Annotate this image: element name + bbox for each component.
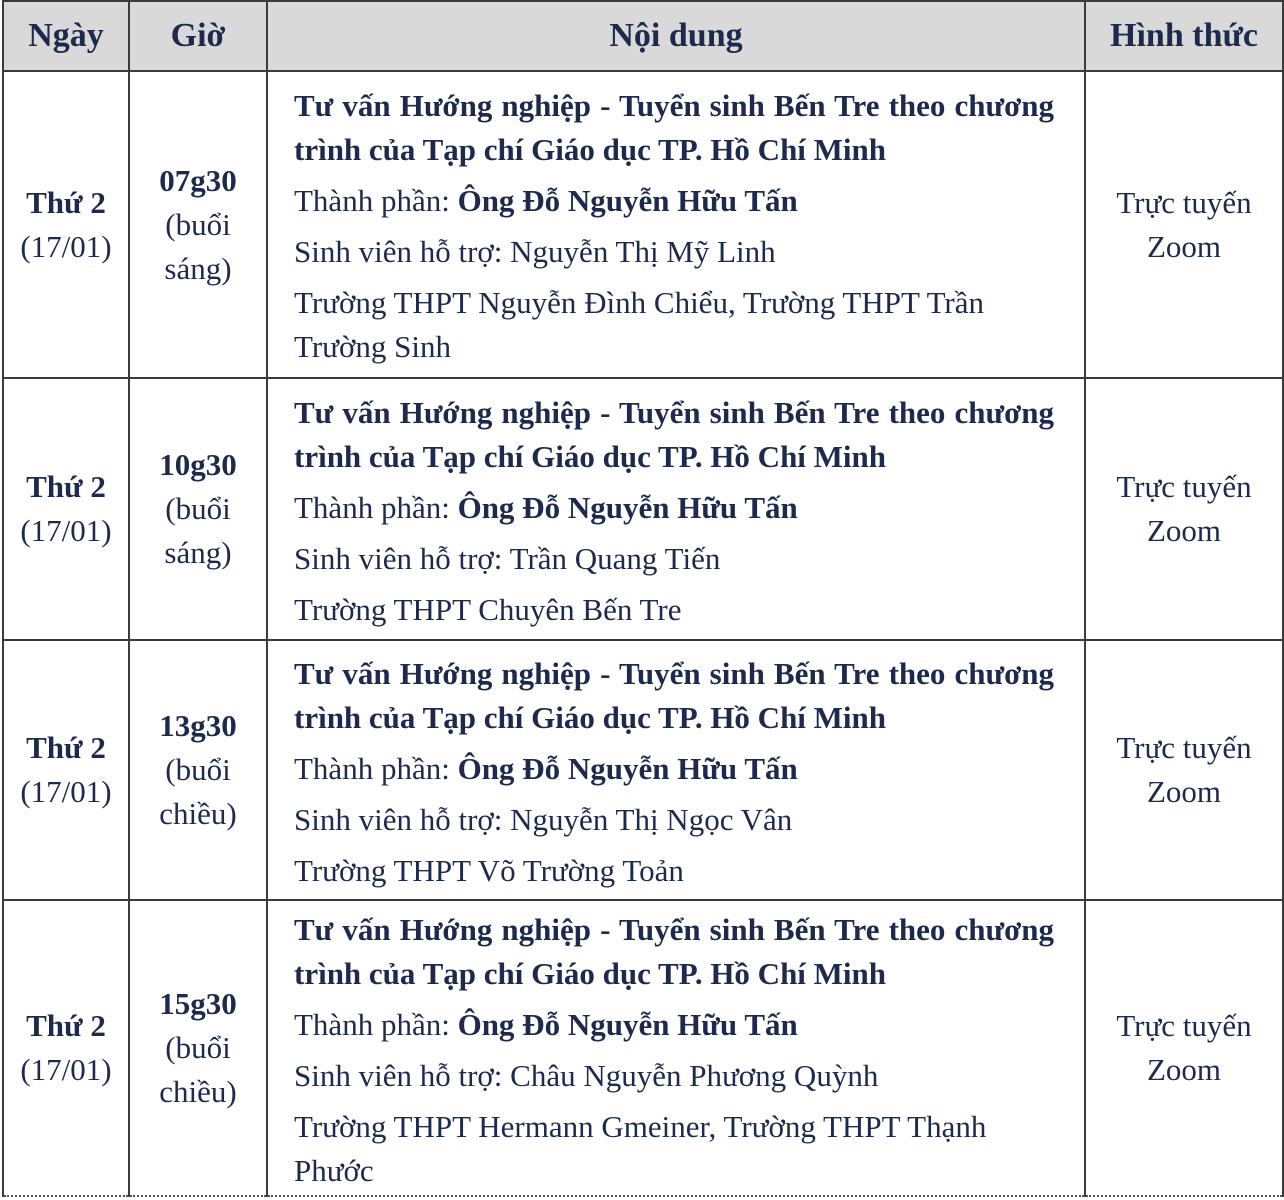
content-cell (267, 378, 1085, 640)
format-cell (1085, 71, 1283, 378)
day-label: Thứ 2 (26, 730, 106, 765)
members-label: Thành phần: (294, 183, 458, 218)
event-title: Tư vấn Hướng nghiệp - Tuyển sinh Bến Tre theo chương trình của Tạp chí Giáo dục TP. Hồ Chí Minh (294, 394, 1054, 474)
table-row (3, 71, 1283, 378)
schools-line: Trường THPT Hermann Gmeiner, Trường THPT Thạnh Phước (294, 1108, 987, 1188)
schedule-table (2, 0, 1284, 1197)
members-name: Ông Đỗ Nguyễn Hữu Tấn (457, 183, 798, 218)
table-row (3, 378, 1283, 640)
day-label: Thứ 2 (26, 1008, 106, 1043)
time-label: 15g30 (159, 986, 237, 1021)
format-label-2: Zoom (1146, 774, 1222, 809)
members-line (294, 179, 1054, 223)
format-cell (1085, 640, 1283, 900)
time-cell (129, 71, 267, 378)
header-day: Ngày (3, 1, 129, 71)
content-cell (267, 71, 1085, 378)
members-line (294, 747, 1054, 791)
time-cell (129, 900, 267, 1196)
format-label-1: Trực tuyến (1116, 469, 1252, 504)
members-line (294, 486, 1054, 530)
support-line: Sinh viên hỗ trợ: Trần Quang Tiến (294, 540, 721, 576)
format-label-1: Trực tuyến (1116, 730, 1252, 765)
members-label: Thành phần: (294, 489, 458, 525)
support-line: Sinh viên hỗ trợ: Nguyễn Thị Mỹ Linh (294, 234, 776, 269)
members-label: Thành phần: (294, 750, 458, 786)
session-label-1: (buổi (165, 752, 231, 787)
day-label: Thứ 2 (26, 184, 106, 220)
support-line: Sinh viên hỗ trợ: Châu Nguyễn Phương Quỳnh (294, 1057, 879, 1093)
schools-line: Trường THPT Chuyên Bến Tre (294, 591, 682, 627)
day-cell (3, 900, 129, 1196)
event-title: Tư vấn Hướng nghiệp - Tuyển sinh Bến Tre theo chương trình của Tạp chí Giáo dục TP. Hồ Chí Minh (294, 655, 1054, 735)
table-row (3, 640, 1283, 900)
table-row (3, 900, 1283, 1196)
day-cell (3, 640, 129, 900)
day-cell (3, 71, 129, 378)
time-label: 07g30 (159, 162, 237, 198)
session-label-2: chiều) (159, 796, 237, 831)
format-cell (1085, 378, 1283, 640)
event-title: Tư vấn Hướng nghiệp - Tuyển sinh Bến Tre theo chương trình của Tạp chí Giáo dục TP. Hồ Chí Minh (294, 911, 1054, 991)
members-name: Ông Đỗ Nguyễn Hữu Tấn (457, 750, 798, 786)
day-label: Thứ 2 (26, 469, 106, 504)
session-label-1: (buổi (165, 1030, 231, 1065)
members-name: Ông Đỗ Nguyễn Hữu Tấn (457, 1006, 798, 1042)
format-cell (1085, 900, 1283, 1196)
members-label: Thành phần: (294, 1006, 458, 1042)
schools-line: Trường THPT Nguyễn Đình Chiểu, Trường THPT Trần Trường Sinh (294, 285, 984, 364)
day-cell (3, 378, 129, 640)
format-label-2: Zoom (1146, 1052, 1222, 1087)
members-line (294, 1003, 1054, 1047)
time-label: 13g30 (159, 708, 237, 743)
date-label: (17/01) (20, 774, 112, 809)
date-label: (17/01) (20, 228, 112, 264)
members-name: Ông Đỗ Nguyễn Hữu Tấn (457, 489, 798, 525)
date-label: (17/01) (20, 1052, 112, 1087)
session-label-1: (buổi (165, 491, 231, 526)
format-label-1: Trực tuyến (1116, 184, 1252, 220)
support-line: Sinh viên hỗ trợ: Nguyễn Thị Ngọc Vân (294, 801, 793, 837)
time-cell (129, 640, 267, 900)
date-label: (17/01) (20, 513, 112, 548)
content-cell (267, 640, 1085, 900)
format-label-2: Zoom (1146, 513, 1222, 548)
session-label-2: sáng) (164, 250, 232, 286)
schools-line: Trường THPT Võ Trường Toản (294, 852, 684, 888)
header-time: Giờ (129, 1, 267, 71)
session-label-1: (buổi (165, 206, 231, 242)
session-label-2: sáng) (164, 535, 232, 570)
session-label-2: chiều) (159, 1074, 237, 1109)
content-cell (267, 900, 1085, 1196)
header-format: Hình thức (1085, 1, 1283, 71)
header-content: Nội dung (267, 1, 1085, 71)
header-row (3, 1, 1283, 71)
event-title: Tư vấn Hướng nghiệp - Tuyển sinh Bến Tre theo chương trình của Tạp chí Giáo dục TP. Hồ Chí Minh (294, 88, 1054, 167)
format-label-2: Zoom (1146, 228, 1222, 264)
time-label: 10g30 (159, 447, 237, 482)
time-cell (129, 378, 267, 640)
format-label-1: Trực tuyến (1116, 1008, 1252, 1043)
